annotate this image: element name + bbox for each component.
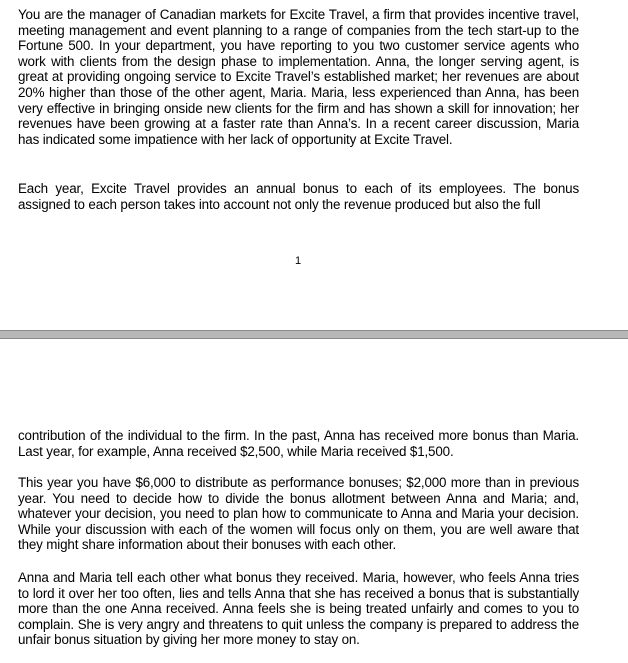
case-intro-paragraph: You are the manager of Canadian markets for Excite Travel, a firm that provides incentive travel, meeting management and event planning to a range of companies from the tech start-up to the Fortune 500. In your department, you have reporting to you two customer service agents who work with clients from the design phase to implementation. Anna, the longer serving agent, is great at providing ongoing service to Excite Travel’s established market; her revenues are about 20% higher than those of the other agent, Maria. Maria, less experienced than Anna, has been very effective in bringing onside new clients for the firm and has shown a skill for innovation; her revenues have been growing at a faster rate than Anna’s. In a recent career discussion, Maria has indicated some impatience with her lack of opportunity at Excite Travel.: [18, 7, 579, 147]
bonus-history-paragraph: contribution of the individual to the firm. In the past, Anna has received more bonus than Maria. Last year, for example, Anna received $2,500, while Maria received $1,500.: [18, 428, 579, 459]
page-break-divider: [0, 330, 628, 339]
document-page-1: [0, 0, 628, 330]
bonus-intro-paragraph: Each year, Excite Travel provides an annual bonus to each of its employees. The bonus assigned to each person takes into account not only the revenue produced but also the full: [18, 181, 579, 212]
page-number: 1: [294, 255, 302, 267]
complaint-paragraph: Anna and Maria tell each other what bonus they received. Maria, however, who feels Anna tries to lord it over her too often, lies and tells Anna that she has received a bonus that is substantially more than the one Anna received. Anna feels she is being treated unfairly and comes to you to complain. She is very angry and threatens to quit unless the company is prepared to address the unfair bonus situation by giving her more money to stay on.: [18, 570, 579, 648]
bonus-allotment-paragraph: This year you have $6,000 to distribute as performance bonuses; $2,000 more than in previous year. You need to decide how to divide the bonus allotment between Anna and Maria; and, whatever your decision, you need to plan how to communicate to Anna and Maria your decision. While your discussion with each of the women will focus only on them, you are well aware that they might share information about their bonuses with each other.: [18, 475, 579, 553]
